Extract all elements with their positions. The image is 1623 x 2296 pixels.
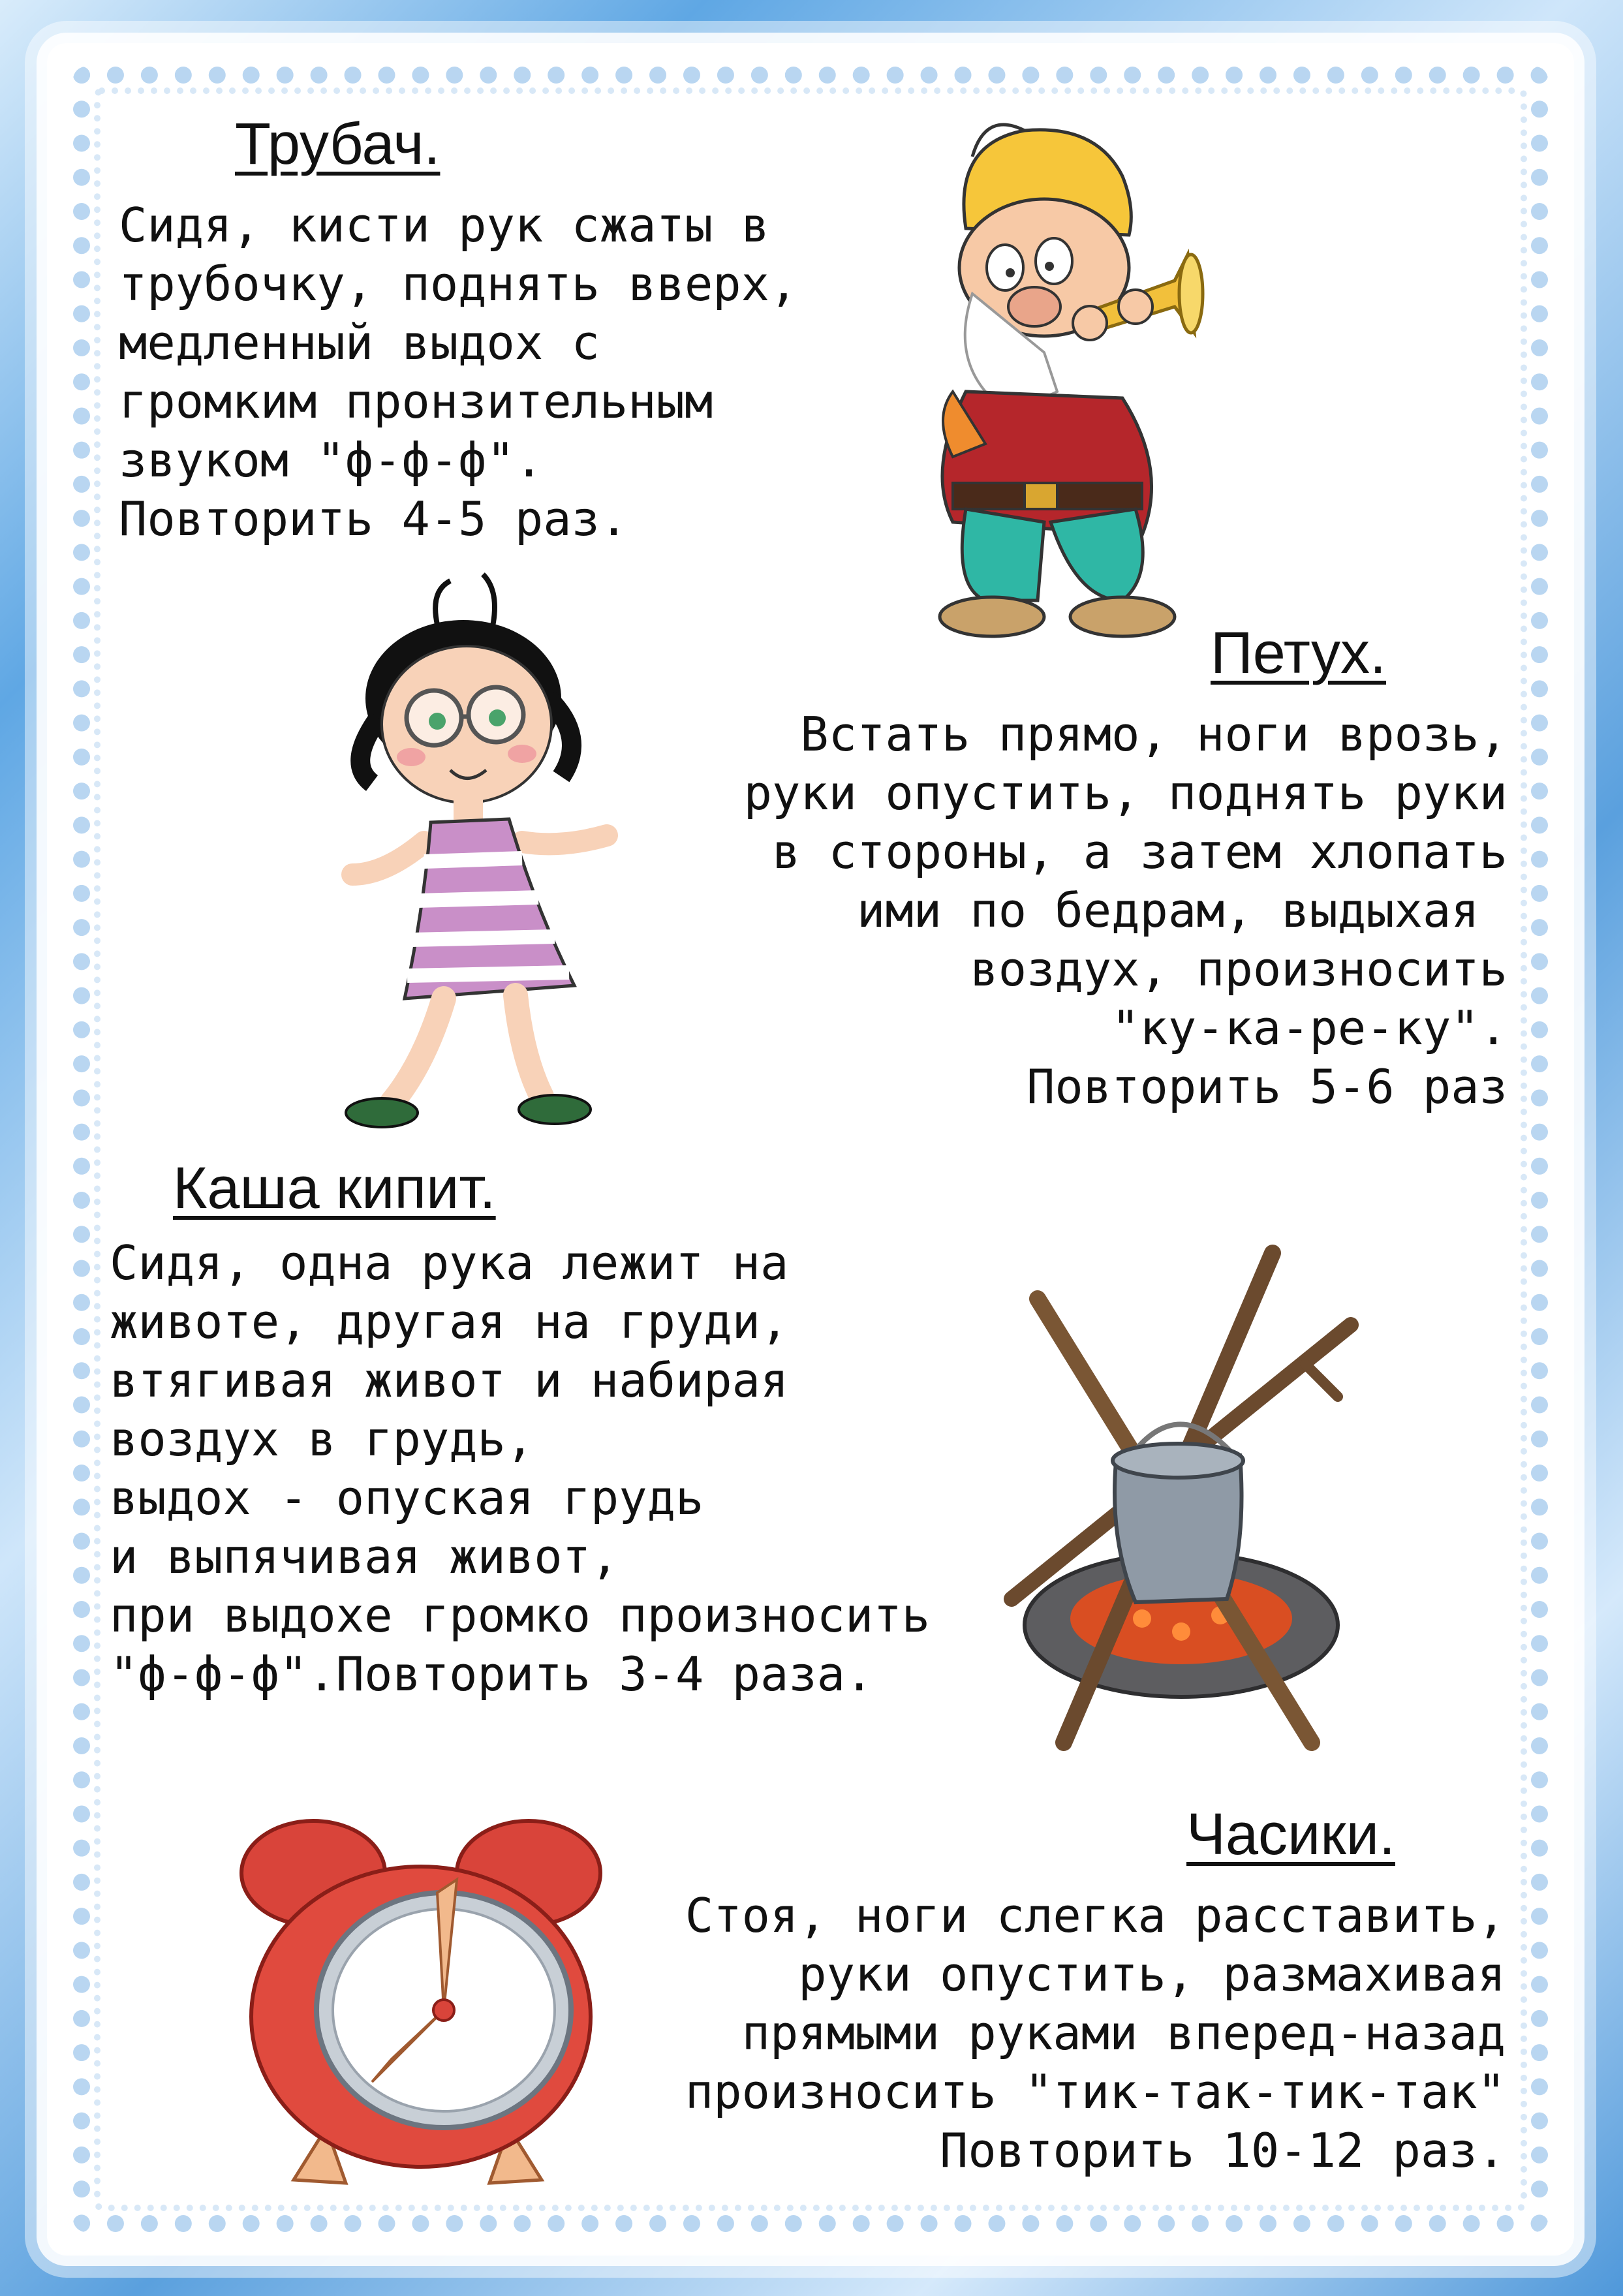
section-text-trumpeter: Сидя, кисти рук сжаты в трубочку, поднять вверх, медленный выдох с громким пронзительным звуком "ф-ф-ф". Повторить 4-5 раз. (119, 198, 798, 546)
section-title-clock: Часики. (1186, 1802, 1395, 1867)
section-title-porridge: Каша кипит. (173, 1156, 496, 1221)
campfire-pot-icon (998, 1233, 1364, 1756)
section-text-clock: Стоя, ноги слегка расставить, руки опустить, размахивая прямыми руками вперед-назад произносить "тик-так-тик-так" Повторить 10-12 раз. (685, 1888, 1506, 2178)
girl-glasses-icon (326, 568, 653, 1136)
section-text-rooster: Встать прямо, ноги врозь, руки опустить, поднять руки в стороны, а затем хлопать ими по бедрам, выдыхая воздух, произносить "ку-ка-ре-ку". Повторить 5-6 раз (743, 707, 1507, 1114)
alarm-clock-icon (228, 1801, 607, 2193)
gnome-trumpeter-icon (927, 117, 1240, 653)
section-text-porridge: Сидя, одна рука лежит на животе, другая на груди, втягивая живот и набирая воздух в грудь, выдох - опуская грудь и выпячивая живот, при выдохе громко произносить "ф-ф-ф".Повторить 3-4 раза. (110, 1235, 931, 1701)
section-title-rooster: Петух. (1211, 621, 1386, 686)
section-title-trumpeter: Трубач. (235, 112, 441, 177)
